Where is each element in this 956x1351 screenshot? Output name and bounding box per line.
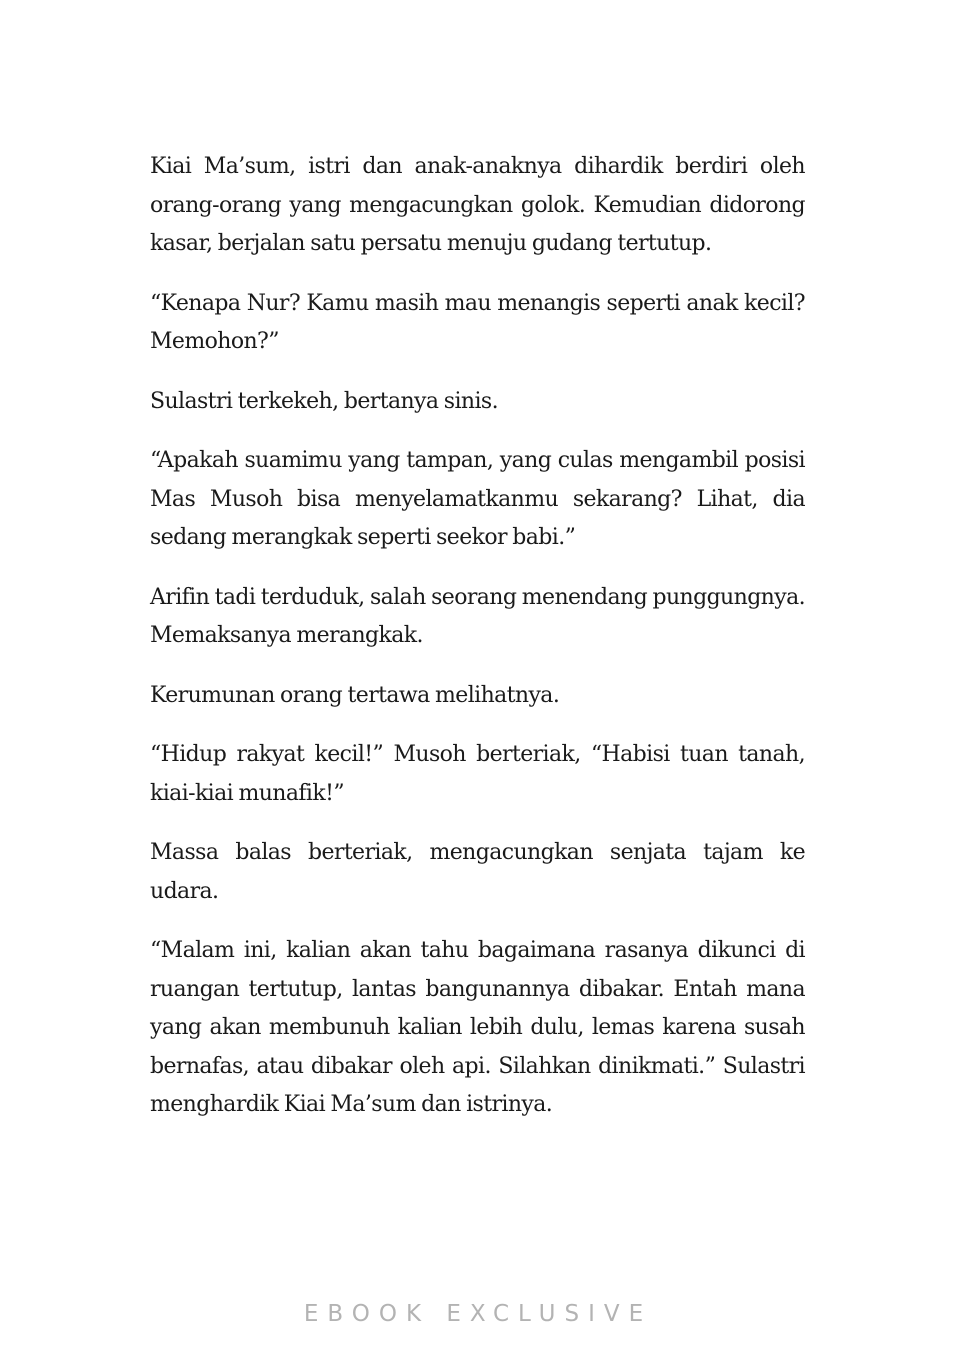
- paragraph-8: Massa balas berteriak, mengacungkan senjata tajam ke udara.: [150, 840, 805, 904]
- paragraph-9: “Malam ini, kalian akan tahu bagaimana rasanya dikunci di ruangan tertutup, lantas bangunannya dibakar. Entah mana yang akan membunuh kalian lebih dulu, lemas karena susah bernafas, atau dibakar oleh api. Silahkan dinikmati.” Sulastri menghardik Kiai Ma’sum dan istrinya.: [150, 938, 805, 1117]
- ebook-exclusive-footer: EBOOK EXCLUSIVE: [303, 1301, 653, 1327]
- page-body-text: [150, 148, 805, 1146]
- paragraph-6: Kerumunan orang tertawa melihatnya.: [150, 682, 560, 708]
- paragraph-5: Arifin tadi terduduk, salah seorang menendang punggungnya. Memaksanya merangkak.: [150, 584, 805, 648]
- paragraph-2: “Kenapa Nur? Kamu masih mau menangis seperti anak kecil? Memohon?”: [150, 290, 805, 354]
- paragraph-3: Sulastri terkekeh, bertanya sinis.: [150, 388, 499, 414]
- paragraph-4: “Apakah suamimu yang tampan, yang culas mengambil posisi Mas Musoh bisa menyelamatkanmu sekarang? Lihat, dia sedang merangkak seperti seekor babi.”: [150, 448, 805, 550]
- paragraph-1: Kiai Ma’sum, istri dan anak-anaknya dihardik berdiri oleh orang-orang yang mengacungkan golok. Kemudian didorong kasar, berjalan satu persatu menuju gudang tertutup.: [150, 154, 805, 256]
- paragraph-7: “Hidup rakyat kecil!” Musoh berteriak, “Habisi tuan tanah, kiai-kiai munafik!”: [150, 742, 805, 806]
